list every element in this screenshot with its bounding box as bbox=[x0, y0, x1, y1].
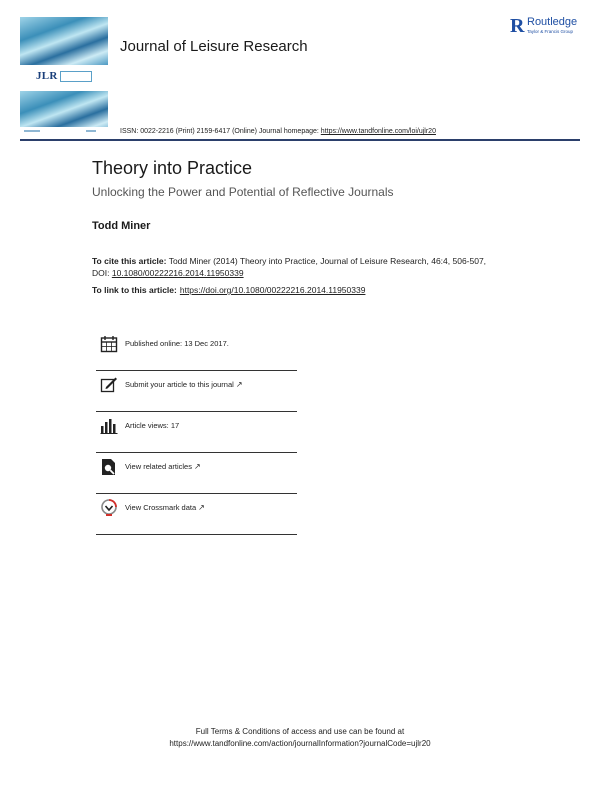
article-subtitle: Unlocking the Power and Potential of Reflective Journals bbox=[92, 185, 394, 199]
citation-block bbox=[92, 255, 502, 279]
cover-masthead bbox=[20, 65, 108, 91]
cover-footer bbox=[20, 127, 108, 135]
external-link-icon: ↗ bbox=[198, 503, 205, 512]
bar-chart-icon bbox=[100, 417, 118, 435]
crossmark-row[interactable] bbox=[96, 494, 297, 535]
article-views-row bbox=[96, 412, 297, 453]
article-title: Theory into Practice bbox=[92, 158, 253, 178]
journal-title: Journal of Leisure Research bbox=[120, 38, 308, 55]
submit-article-link[interactable]: Submit your article to this journal bbox=[125, 380, 234, 389]
citation-text: Todd Miner (2014) Theory into Practice, Journal of Leisure Research, 46:4, 506-507, DOI: bbox=[92, 256, 487, 278]
related-articles-link[interactable]: View related articles bbox=[125, 462, 192, 471]
header-divider bbox=[20, 139, 580, 141]
routledge-r-icon: R bbox=[510, 15, 525, 37]
external-link-icon: ↗ bbox=[193, 462, 201, 471]
terms-footer bbox=[0, 726, 600, 750]
terms-text: Full Terms & Conditions of access and use can be found at bbox=[195, 727, 405, 736]
issn-line bbox=[120, 128, 436, 135]
cover-wave-top bbox=[20, 17, 108, 65]
citation-label: To cite this article: bbox=[92, 256, 167, 266]
search-document-icon bbox=[100, 458, 118, 476]
published-online-row bbox=[96, 330, 297, 371]
publisher-logo[interactable] bbox=[510, 16, 577, 36]
related-articles-row[interactable] bbox=[96, 453, 297, 494]
article-views-text: Article views: 17 bbox=[125, 421, 180, 430]
article-doi-url[interactable]: https://doi.org/10.1080/00222216.2014.11950339 bbox=[179, 285, 366, 295]
published-online-text: Published online: 13 Dec 2017. bbox=[125, 339, 229, 348]
edit-icon bbox=[100, 376, 118, 394]
publisher-name: Routledge bbox=[527, 16, 578, 28]
cover-jlr-mark: JLR bbox=[36, 70, 58, 82]
journal-cover-image bbox=[20, 17, 108, 135]
crossmark-link[interactable]: View Crossmark data bbox=[125, 503, 197, 512]
link-label: To link to this article: bbox=[92, 285, 177, 295]
cover-logo-box bbox=[60, 71, 92, 82]
external-link-icon: ↗ bbox=[235, 380, 243, 389]
calendar-icon bbox=[100, 335, 118, 353]
journal-homepage-link[interactable]: https://www.tandfonline.com/loi/ujlr20 bbox=[320, 128, 436, 135]
article-meta-list bbox=[96, 330, 297, 535]
terms-url[interactable]: https://www.tandfonline.com/action/journalInformation?journalCode=ujlr20 bbox=[169, 739, 431, 748]
article-author: Todd Miner bbox=[92, 220, 151, 232]
issn-text: ISSN: 0022-2216 (Print) 2159-6417 (Online) Journal homepage: bbox=[120, 128, 321, 135]
doi-link[interactable]: 10.1080/00222216.2014.11950339 bbox=[111, 268, 244, 278]
crossmark-icon bbox=[100, 499, 118, 517]
submit-article-row[interactable] bbox=[96, 371, 297, 412]
article-link-line bbox=[92, 285, 365, 295]
publisher-subtitle: Taylor & Francis Group bbox=[527, 29, 574, 34]
